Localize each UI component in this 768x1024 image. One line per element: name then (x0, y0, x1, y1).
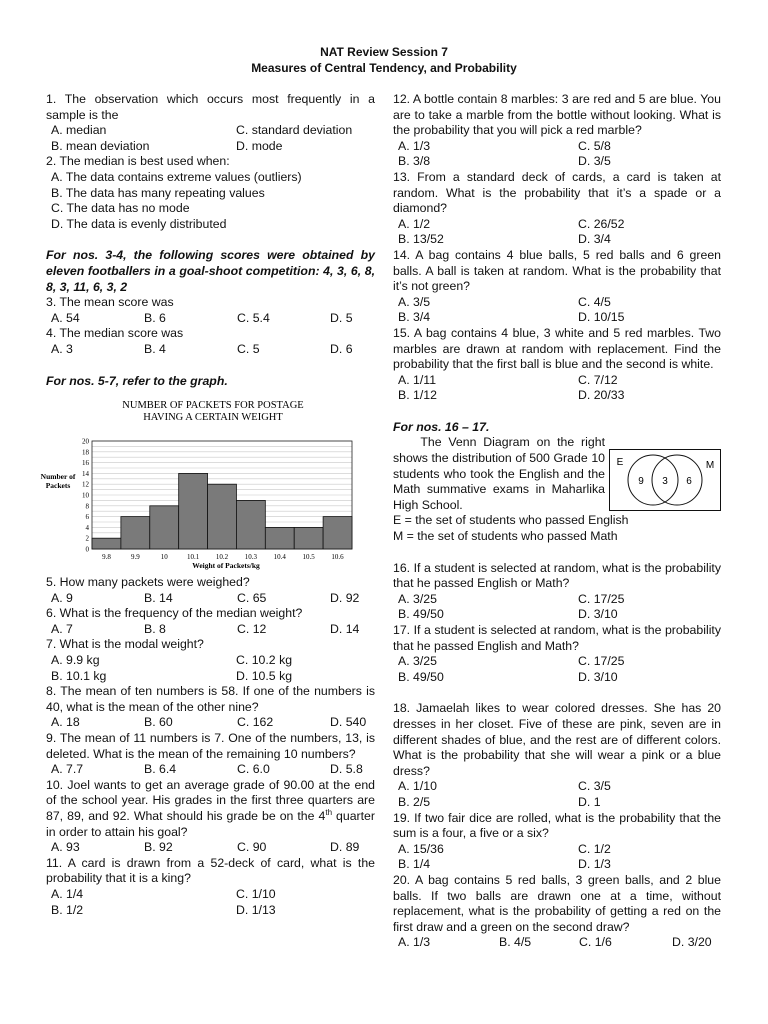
chart-xtick-label: 10.4 (273, 553, 286, 562)
chart-ytick-label: 12 (82, 480, 89, 489)
option: D. mode (236, 138, 283, 153)
chart-bar (121, 517, 150, 549)
chart-ytick-label: 10 (82, 491, 89, 500)
option: C. standard deviation (236, 123, 353, 138)
chart-bar (236, 500, 265, 549)
chart-ytick-label: 0 (85, 545, 89, 554)
option: D. 6 (330, 341, 353, 356)
right-column (393, 92, 721, 951)
chart-bar (294, 527, 323, 549)
intro-5-7: For nos. 5-7, refer to the graph. (46, 373, 228, 388)
venn-m-definition: M = the set of students who passed Math (393, 529, 618, 544)
option: C. The data has no mode (51, 201, 190, 216)
option: B. 92 (144, 840, 173, 855)
chart-xtick-label: 10.3 (244, 553, 258, 562)
option: A. 1/3 (398, 138, 431, 153)
option: A. 7 (51, 621, 73, 636)
option: D. 1 (578, 794, 601, 809)
question-3: 3. The mean score was A. 54 B. 6 C. 5.4 D. 5 (46, 295, 375, 326)
option: B. 10.1 kg (51, 668, 107, 683)
chart-ytick-label: 20 (82, 437, 89, 446)
chart-ytick-label: 6 (85, 513, 89, 522)
question-17: 17. If a student is selected at random, what is the probability that he passed English and Math? A. 3/25 C. 17/25 B. 49/50 D. 3/10 (393, 623, 721, 684)
option: A. 1/4 (51, 886, 84, 901)
option: B. The data has many repeating values (51, 185, 265, 200)
option: B. 13/52 (398, 232, 444, 247)
option: C. 3/5 (578, 779, 611, 794)
option: C. 1/6 (579, 935, 612, 950)
option: A. 3/25 (398, 591, 437, 606)
chart-ytick-label: 16 (82, 459, 89, 468)
question-1: 1. The observation which occurs most frequently in a sample is the A. median C. standard deviation B. mean deviation D. mode (46, 92, 375, 153)
option: C. 26/52 (578, 216, 625, 231)
left-column (40, 92, 375, 918)
chart-xtick-label: 10.1 (186, 553, 200, 562)
venn-description: The Venn Diagram on the right shows the distribution of 500 Grade 10 students who took the English and the Math summative exams in Maharlika High School. (393, 435, 605, 512)
option: C. 1/10 (236, 886, 276, 901)
option: B. 1/2 (51, 902, 84, 917)
chart-ytick-label: 14 (82, 469, 89, 478)
option: C. 17/25 (578, 654, 625, 669)
option: B. 4/5 (499, 935, 532, 950)
option: D. 1/3 (578, 857, 611, 872)
option: B. 6.4 (144, 762, 177, 777)
chart-bar (179, 473, 208, 549)
chart-bar (265, 527, 294, 549)
option: C. 17/25 (578, 591, 625, 606)
question-2: 2. The median is best used when: A. The data contains extreme values (outliers) B. The data has many repeating values C. The data has no mode D. The data is evenly distributed (46, 154, 375, 232)
option: B. 3/4 (398, 310, 431, 325)
option: B. 3/8 (398, 154, 431, 169)
option: D. 10.5 kg (236, 668, 293, 683)
question-13: 13. From a standard deck of cards, a card is taken at random. What is the probability that it’s a spade or a diamond? A. 1/2 C. 26/52 B. 13/52 D. 3/4 (393, 169, 721, 247)
option: B. 2/5 (398, 794, 431, 809)
option: D. 5.8 (330, 762, 363, 777)
option: A. 9.9 kg (51, 653, 100, 668)
question-6: 6. What is the frequency of the median weight? A. 7 B. 8 C. 12 D. 14 (46, 606, 375, 637)
chart-xtick-label: 9.9 (130, 553, 140, 562)
option: A. 3 (51, 341, 73, 356)
option: A. 1/10 (398, 779, 437, 794)
option: C. 5.4 (237, 310, 270, 325)
question-20: 20. A bag contains 5 red balls, 3 green balls, and 2 blue balls. If two balls are drawn one at a time, without replacement, what is the probability of getting a red on the first draw and a green on the second draw? A. 1/3 B. 4/5 C. 1/6 D. 3/20 (393, 872, 721, 950)
option: D. 89 (330, 840, 360, 855)
option: C. 1/2 (578, 841, 611, 856)
chart-ylabel-line-1: Number of (40, 472, 76, 482)
question-7: 7. What is the modal weight? A. 9.9 kg C. 10.2 kg B. 10.1 kg D. 10.5 kg (46, 637, 375, 684)
question-14: 14. A bag contains 4 blue balls, 5 red balls and 6 green balls. A ball is taken at random. What is the probability that it’s not green? A. 3/5 C. 4/5 B. 3/4 D. 10/15 (393, 247, 721, 325)
venn-value-only-english: 9 (638, 476, 644, 488)
option: D. 92 (330, 590, 360, 605)
option: D. 3/20 (672, 935, 712, 950)
venn-section (393, 435, 721, 544)
option: C. 90 (237, 840, 267, 855)
worksheet-title (0, 44, 768, 76)
option: B. 1/12 (398, 388, 437, 403)
option: B. mean deviation (51, 138, 150, 153)
option: D. 3/5 (578, 154, 611, 169)
option: C. 7/12 (578, 372, 618, 387)
chart-xtick-label: 10.2 (215, 553, 229, 562)
question-16: 16. If a student is selected at random, what is the probability that he passed English or Math? A. 3/25 C. 17/25 B. 49/50 D. 3/10 (393, 560, 721, 622)
option: A. 3/5 (398, 294, 431, 309)
option: C. 10.2 kg (236, 653, 293, 668)
question-8: 8. The mean of ten numbers is 58. If one of the numbers is 40, what is the mean of the other nine? A. 18 B. 60 C. 162 D. 540 (46, 684, 375, 730)
option: A. 54 (51, 310, 80, 325)
option: B. 4 (144, 341, 166, 356)
option: A. The data contains extreme values (outliers) (51, 169, 302, 184)
question-15: 15. A bag contains 4 blue, 3 white and 5 red marbles. Two marbles are drawn at random with replacement. Find the probability that the first ball is blue and the second is white. A. 1/11 C. 7/12 B. 1/12 D. 20/33 (393, 325, 721, 403)
option: C. 4/5 (578, 294, 611, 309)
chart-xtick-label: 9.8 (102, 553, 111, 562)
question-10: 10. Joel wants to get an average grade of 90.00 at the end of the school year. His grades in the first three quarters are 87, 89, and 92. What should his grade be on the 4th quarter in order to attain his goal? A. 93 B. 92 C. 90 D. 89 (46, 777, 375, 855)
question-19: 19. If two fair dice are rolled, what is the probability that the sum is a four, a five or a six? A. 15/36 C. 1/2 B. 1/4 D. 1/3 (393, 810, 721, 872)
venn-label-e: E (616, 457, 624, 469)
option: C. 12 (237, 621, 267, 636)
option: A. 93 (51, 840, 80, 855)
option: C. 5 (237, 341, 260, 356)
chart-xtick-label: 10.5 (302, 553, 315, 562)
option: A. 15/36 (398, 841, 444, 856)
option: A. 1/11 (398, 372, 437, 387)
chart-ytick-label: 18 (82, 448, 89, 457)
intro-3-4: For nos. 3-4, the following scores were obtained by eleven footballers in a goal-shoot competition: 4, 3, 6, 8, 8, 3, 11, 6, 3, 2 (46, 248, 375, 294)
chart-xlabel: Weight of Packets/kg (192, 561, 260, 571)
question-4: 4. The median score was A. 3 B. 4 C. 5 D. 6 (46, 326, 375, 357)
venn-label-m: M (705, 460, 715, 472)
title-line-1: NAT Review Session 7 (320, 45, 448, 59)
option: C. 162 (237, 715, 274, 730)
option: D. 14 (330, 621, 360, 636)
chart-xtick-label: 10 (160, 553, 168, 562)
option: A. 9 (51, 590, 73, 605)
title-line-2: Measures of Central Tendency, and Probability (251, 61, 517, 75)
option: D. 3/10 (578, 669, 618, 684)
venn-circle-english (628, 455, 678, 505)
option: C. 65 (237, 590, 267, 605)
option: D. 540 (330, 715, 367, 730)
option: B. 8 (144, 621, 166, 636)
option: A. 1/2 (398, 216, 431, 231)
option: C. 5/8 (578, 138, 611, 153)
option: D. 3/4 (578, 232, 611, 247)
option: D. The data is evenly distributed (51, 216, 227, 231)
chart-bar (208, 484, 237, 549)
question-9: 9. The mean of 11 numbers is 7. One of the numbers, 13, is deleted. What is the mean of the remaining 10 numbers? A. 7.7 B. 6.4 C. 6.0 D. 5.8 (46, 731, 375, 777)
option: C. 6.0 (237, 762, 270, 777)
chart-bar (323, 517, 352, 549)
question-11: 11. A card is drawn from a 52-deck of card, what is the probability that it is a king? A. 1/4 C. 1/10 B. 1/2 D. 1/13 (46, 855, 375, 917)
option: B. 1/4 (398, 857, 431, 872)
chart-title-line-1: NUMBER OF PACKETS FOR POSTAGE (122, 400, 304, 412)
venn-value-only-math: 6 (686, 476, 692, 488)
option: A. 1/3 (398, 935, 431, 950)
option: D. 10/15 (578, 310, 625, 325)
chart-title-line-2: HAVING A CERTAIN WEIGHT (143, 412, 283, 424)
venn-value-both: 3 (662, 476, 668, 488)
chart-ytick-label: 4 (85, 523, 89, 532)
venn-diagram (609, 449, 721, 511)
venn-circle-math (652, 455, 702, 505)
option: B. 14 (144, 590, 173, 605)
option: B. 49/50 (398, 607, 444, 622)
question-18: 18. Jamaelah likes to wear colored dresses. She has 20 dresses in her closet. Five of these are pink, seven are in different shades of blue, and the rest are of different colors. What is the probability that she will wear a pink or a blue dress? A. 1/10 C. 3/5 B. 2/5 D. 1 (393, 701, 721, 809)
histogram-svg (40, 395, 375, 573)
option: B. 49/50 (398, 669, 444, 684)
intro-16-17: For nos. 16 – 17. (393, 419, 490, 434)
chart-ytick-label: 8 (85, 502, 89, 511)
option: D. 5 (330, 310, 353, 325)
question-5: 5. How many packets were weighed? A. 9 B. 14 C. 65 D. 92 (46, 575, 375, 606)
histogram-chart (40, 395, 375, 573)
chart-xtick-label: 10.6 (331, 553, 344, 562)
venn-e-definition: E = the set of students who passed English (393, 513, 629, 528)
chart-bar (150, 506, 179, 549)
option: A. 18 (51, 715, 80, 730)
option: B. 60 (144, 715, 173, 730)
option: D. 1/13 (236, 902, 276, 917)
option: A. 7.7 (51, 762, 84, 777)
question-12: 12. A bottle contain 8 marbles: 3 are red and 5 are blue. You are to take a marble from the bottle without looking. What is the probability that you will pick a red marble? A. 1/3 C. 5/8 B. 3/8 D. 3/5 (393, 92, 721, 169)
chart-ytick-label: 2 (85, 534, 89, 543)
chart-ylabel-line-2: Packets (45, 481, 71, 491)
option: B. 6 (144, 310, 166, 325)
option: A. 3/25 (398, 654, 437, 669)
chart-bar (92, 538, 121, 549)
option: D. 3/10 (578, 607, 618, 622)
option: D. 20/33 (578, 388, 625, 403)
option: A. median (51, 123, 107, 138)
